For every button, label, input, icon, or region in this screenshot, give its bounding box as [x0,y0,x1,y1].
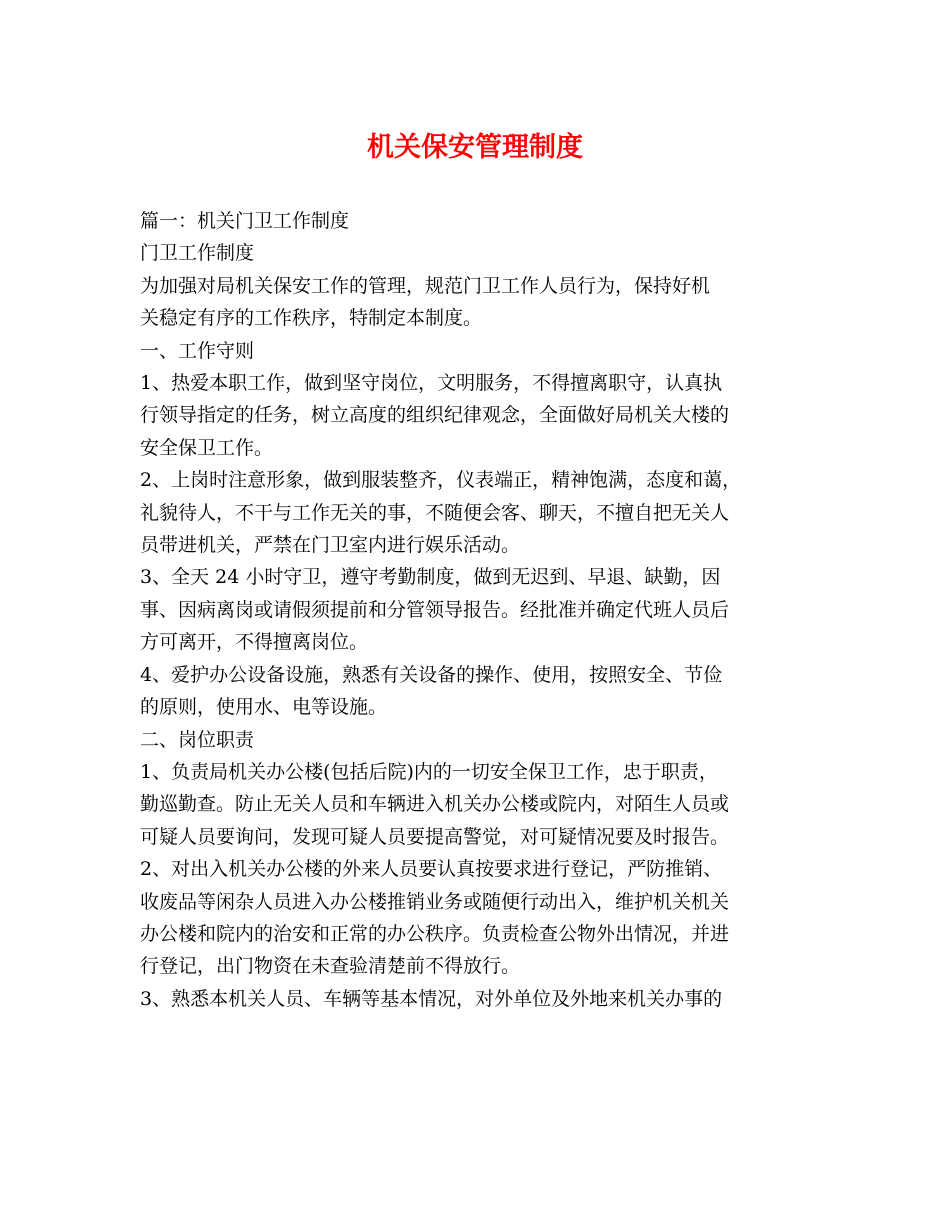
text-line: 1、热爱本职工作，做到坚守岗位，文明服务，不得擅离职守，认真执 [140,372,723,395]
text-line: 2、对出入机关办公楼的外来人员要认真按要求进行登记，严防推销、 [140,858,723,881]
text-line: 行领导指定的任务，树立高度的组织纪律观念，全面做好局机关大楼的 [140,404,730,427]
text-line: 事、因病离岗或请假须提前和分管领导报告。经批准并确定代班人员后 [140,598,730,621]
text-line: 办公楼和院内的治安和正常的办公秩序。负责检查公物外出情况，并进 [140,922,730,945]
text-line: 勤巡勤查。防止无关人员和车辆进入机关办公楼或院内，对陌生人员或 [140,793,730,816]
text-line: 门卫工作制度 [140,242,255,265]
text-line: 行登记，出门物资在未查验清楚前不得放行。 [140,955,521,978]
text-line: 3、熟悉本机关人员、车辆等基本情况，对外单位及外地来机关办事的 [140,987,723,1010]
text-line: 礼貌待人，不干与工作无关的事，不随便会客、聊天，不擅自把无关人 [140,501,730,524]
text-line: 收废品等闲杂人员进入办公楼推销业务或随便行动出入，维护机关机关 [140,890,730,913]
text-line: 方可离开，不得擅离岗位。 [140,631,369,654]
text-line: 4、爱护办公设备设施，熟悉有关设备的操作、使用，按照安全、节俭 [140,663,723,686]
text-line: 员带进机关，严禁在门卫室内进行娱乐活动。 [140,534,521,557]
text-line: 关稳定有序的工作秩序，特制定本制度。 [140,307,483,330]
text-line: 可疑人员要询问，发现可疑人员要提高警觉，对可疑情况要及时报告。 [140,825,730,848]
document-body [140,205,830,1015]
text-line: 篇一：机关门卫工作制度 [140,210,350,232]
text-line: 的原则，使用水、电等设施。 [140,696,388,719]
text-line: 为加强对局机关保安工作的管理，规范门卫工作人员行为，保持好机 [140,274,711,297]
text-line: 安全保卫工作。 [140,436,274,459]
text-line: 一、工作守则 [140,339,255,362]
text-line: 3、全天 24 小时守卫，遵守考勤制度，做到无迟到、早退、缺勤，因 [140,566,721,589]
document-title: 机关保安管理制度 [367,132,583,163]
text-line: 1、负责局机关办公楼(包括后院)内的一切安全保卫工作，忠于职责， [140,760,718,783]
text-line: 2、上岗时注意形象，做到服装整齐，仪表端正，精神饱满，态度和蔼， [140,469,742,492]
text-line: 二、岗位职责 [140,728,255,751]
